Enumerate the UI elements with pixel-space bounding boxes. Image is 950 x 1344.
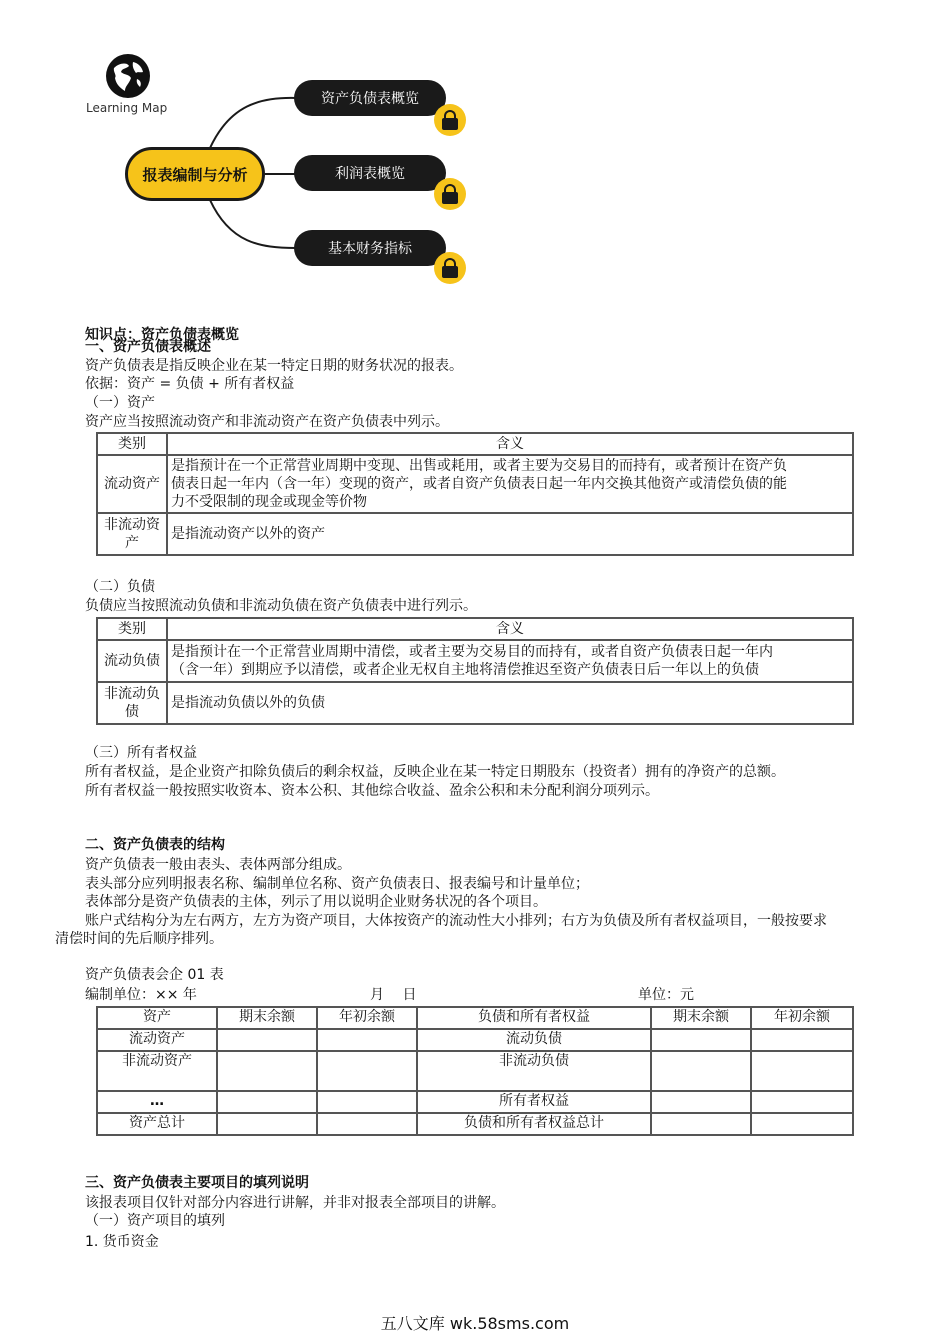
section3-p2: （一）资产项目的填列 — [85, 1213, 225, 1229]
table-header: 类别 — [97, 618, 167, 640]
knowledge-heading: 知识点：资产负债表概览 — [85, 327, 239, 343]
lock-icon — [434, 252, 466, 284]
form-title: 资产负债表会企 01 表 — [85, 967, 224, 983]
table-row — [97, 455, 853, 513]
table-row: 流动资产 流动负债 — [97, 1029, 853, 1051]
section1-p1: 资产负债表是指反映企业在某一特定日期的财务状况的报表。 — [85, 358, 463, 374]
table-row: … 所有者权益 — [97, 1091, 853, 1113]
table-header: 期末余额 — [217, 1007, 317, 1029]
asset-table — [96, 432, 854, 556]
section2-p1: 资产负债表一般由表头、表体两部分组成。 — [85, 857, 351, 873]
table-row: 资产总计 负债和所有者权益总计 — [97, 1113, 853, 1135]
logo-label: Learning Map — [86, 101, 168, 115]
asset-heading: （一）资产 — [85, 395, 155, 411]
description-cell: 是指预计在一个正常营业周期中变现、出售或耗用，或者主要为交易目的而持有，或者预计在资产负 债表日起一年内（含一年）变现的资产，或者自资产负债表日起一年内交换其他资产或清偿负债的能 力不受限制的现金或现金等价物 — [167, 455, 853, 513]
section3-title: 三、资产负债表主要项目的填列说明 — [85, 1175, 309, 1191]
category-cell: 流动负债 — [97, 640, 167, 682]
section3-p1: 该报表项目仅针对部分内容进行讲解，并非对报表全部项目的讲解。 — [85, 1195, 505, 1211]
footer-watermark: 五八文库 wk.58sms.com — [380, 1314, 570, 1333]
table-header: 期末余额 — [651, 1007, 751, 1029]
lock-icon — [434, 178, 466, 210]
balance-sheet-table — [96, 1006, 854, 1136]
table-header: 年初余额 — [317, 1007, 417, 1029]
lock-icon — [434, 104, 466, 136]
section2-p4-cont: 清偿时间的先后顺序排列。 — [55, 931, 223, 947]
table-header: 含义 — [167, 618, 853, 640]
description-cell: 是指预计在一个正常营业周期中清偿，或者主要为交易目的而持有，或者自资产负债表日起一年内 （含一年）到期应予以清偿，或者企业无权自主地将清偿推迟至资产负债表日后一年以上的负债 — [167, 640, 853, 682]
table-header: 年初余额 — [751, 1007, 853, 1029]
table-row — [97, 513, 853, 555]
table-header: 资产 — [97, 1007, 217, 1029]
form-currency: 单位：元 — [638, 987, 694, 1003]
table-row: 非流动资产 非流动负债 — [97, 1051, 853, 1091]
table-header: 负债和所有者权益 — [417, 1007, 651, 1029]
section1-title: 一、资产负债表概述 — [85, 339, 211, 355]
table-row — [97, 682, 853, 724]
table-header: 类别 — [97, 433, 167, 455]
section2-p2: 表头部分应列明报表名称、编制单位名称、资产负债表日、报表编号和计量单位； — [85, 876, 589, 892]
table-row — [97, 640, 853, 682]
description-cell: 是指流动负债以外的负债 — [167, 682, 853, 724]
section3-p3: 1. 货币资金 — [85, 1234, 159, 1250]
liability-intro: 负债应当按照流动负债和非流动负债在资产负债表中进行列示。 — [85, 598, 477, 614]
mindmap-node-income-statement[interactable]: 利润表概览 — [294, 155, 446, 191]
mindmap-node-balance-sheet[interactable]: 资产负债表概览 — [294, 80, 446, 116]
equity-p2: 所有者权益一般按照实收资本、资本公积、其他综合收益、盈余公积和未分配利润分项列示。 — [85, 783, 659, 799]
liability-table — [96, 617, 854, 725]
section2-p3: 表体部分是资产负债表的主体，列示了用以说明企业财务状况的各个项目。 — [85, 894, 547, 910]
category-cell: 非流动资 产 — [97, 513, 167, 555]
form-date: 月 日 — [370, 987, 417, 1003]
category-cell: 流动资产 — [97, 455, 167, 513]
section2-title: 二、资产负债表的结构 — [85, 837, 225, 853]
category-cell: 非流动负 债 — [97, 682, 167, 724]
form-unit: 编制单位：×× 年 — [85, 987, 197, 1003]
mindmap-node-financial-indicators[interactable]: 基本财务指标 — [294, 230, 446, 266]
section1-p2: 依据：资产 = 负债 + 所有者权益 — [85, 376, 295, 392]
liability-heading: （二）负债 — [85, 579, 155, 595]
equity-heading: （三）所有者权益 — [85, 745, 197, 761]
description-cell: 是指流动资产以外的资产 — [167, 513, 853, 555]
section2-p4: 账户式结构分为左右两方，左方为资产项目，大体按资产的流动性大小排列；右方为负债及所有者权益项目，一般按要求 — [85, 913, 827, 929]
equity-p1: 所有者权益，是企业资产扣除负债后的剩余权益，反映企业在某一特定日期股东（投资者）拥有的净资产的总额。 — [85, 764, 785, 780]
mindmap-root: 报表编制与分析 — [125, 147, 265, 201]
asset-intro: 资产应当按照流动资产和非流动资产在资产负债表中列示。 — [85, 414, 449, 430]
table-header: 含义 — [167, 433, 853, 455]
